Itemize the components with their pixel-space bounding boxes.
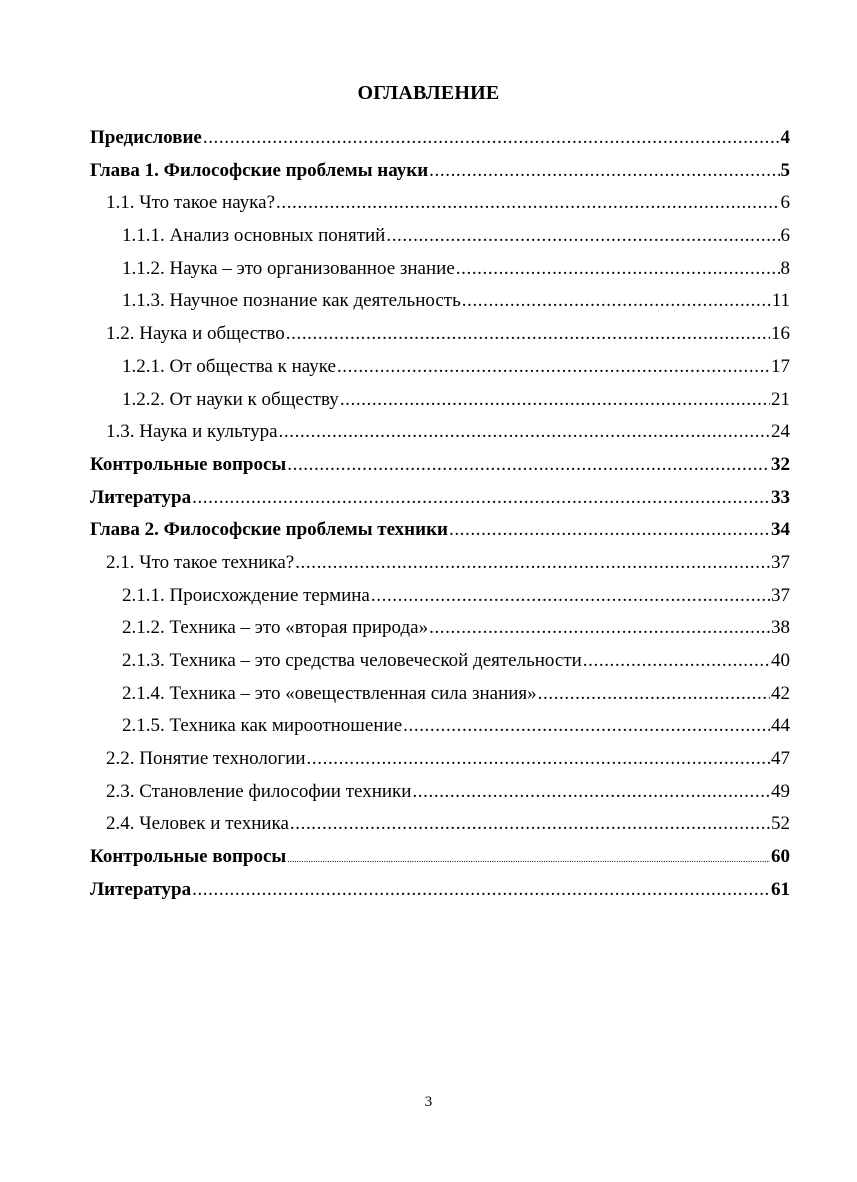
toc-dot-leader — [286, 318, 770, 351]
toc-entry-label: 2.1.5. Техника как мироотношение — [122, 715, 403, 737]
toc-entry-label: 1.2.2. От науки к обществу — [122, 388, 339, 410]
toc-entry-label: 2.1. Что такое техника? — [106, 551, 295, 573]
toc-entry-section-1-2 — [90, 318, 790, 351]
toc-entry-page: 40 — [771, 650, 790, 671]
toc-dot-leader — [429, 612, 770, 645]
toc-entry-section-1-1-1 — [90, 220, 790, 253]
toc-entry-section-2-1 — [90, 547, 790, 580]
toc-entry-page: 52 — [771, 813, 790, 835]
toc-dot-leader — [337, 351, 770, 384]
toc-entry-label: 2.4. Человек и техника — [106, 813, 289, 835]
toc-entry-page: 49 — [771, 780, 790, 802]
toc-entry-label: 2.2. Понятие технологии — [106, 748, 306, 770]
toc-title: ОГЛАВЛЕНИЕ — [357, 82, 500, 104]
toc-dot-leader — [583, 645, 770, 678]
toc-entry-label: 1.1. Что такое наука? — [106, 192, 275, 214]
toc-entry-section-2-1-3 — [90, 645, 790, 678]
toc-entry-section-1-1-3 — [90, 285, 790, 318]
toc-dot-leader — [449, 514, 770, 547]
toc-entry-label: 1.2.1. От общества к науке — [122, 355, 336, 377]
toc-entry-label: 2.3. Становление философии техники — [106, 780, 412, 802]
toc-dot-leader — [203, 122, 780, 155]
toc-entry-label: Литература — [90, 486, 192, 508]
toc-entry-label: Контрольные вопросы — [90, 846, 287, 868]
toc-entry-label: 1.1.3. Научное познание как деятельность — [122, 290, 461, 312]
toc-entry-literature-2 — [90, 874, 790, 907]
toc-entry-section-2-1-5 — [90, 710, 790, 743]
toc-entry-page: 16 — [771, 323, 790, 345]
toc-entry-page: 33 — [771, 486, 790, 508]
toc-entry-page: 60 — [771, 846, 790, 868]
toc-entry-page: 37 — [771, 551, 790, 573]
toc-dot-leader — [279, 416, 770, 449]
toc-entry-label: Глава 1. Философские проблемы науки — [90, 159, 429, 181]
toc-dot-leader — [371, 580, 770, 613]
toc-entry-page: 34 — [771, 519, 790, 541]
toc-entry-label: 1.2. Наука и общество — [106, 323, 285, 345]
toc-entry-section-2-3 — [90, 776, 790, 809]
toc-entry-page: 5 — [780, 159, 790, 181]
toc-entry-page: 6 — [780, 192, 790, 214]
toc-entry-page: 61 — [771, 878, 790, 900]
toc-entry-label: 1.1.1. Анализ основных понятий — [122, 225, 386, 247]
toc-entry-page: 37 — [771, 584, 790, 606]
toc-entry-label: 1.3. Наука и культура — [106, 421, 278, 443]
toc-entry-chapter-2 — [90, 514, 790, 547]
toc-dot-leader — [456, 253, 780, 286]
toc-entry-label: Контрольные вопросы — [90, 453, 287, 475]
toc-dot-leader — [290, 808, 770, 841]
toc-entry-label: 2.1.1. Происхождение термина — [122, 584, 370, 606]
toc-dot-leader — [287, 449, 770, 482]
toc-dot-leader — [462, 285, 771, 318]
toc-entry-page: 17 — [771, 355, 790, 377]
toc-entry-page: 11 — [771, 290, 790, 312]
toc-entry-section-1-2-2 — [90, 384, 790, 417]
toc-entry-page: 24 — [771, 421, 790, 443]
toc-dot-leader — [287, 843, 770, 876]
toc-entry-section-1-3 — [90, 416, 790, 449]
toc-dot-leader — [429, 155, 779, 188]
toc-entry-section-1-1-2 — [90, 253, 790, 286]
toc-dot-leader — [192, 482, 770, 515]
toc-dot-leader — [276, 187, 780, 220]
toc-entry-page: 38 — [771, 617, 790, 639]
toc-entry-label: 1.1.2. Наука – это организованное знание — [122, 257, 455, 279]
toc-entry-section-2-4 — [90, 808, 790, 841]
toc-dot-leader — [192, 874, 770, 907]
toc-entry-preface — [90, 122, 790, 155]
page-number: 3 — [424, 1094, 433, 1110]
toc-entry-chapter-1 — [90, 155, 790, 188]
toc-entry-literature-1 — [90, 482, 790, 515]
toc-dot-leader — [295, 547, 770, 580]
toc-entry-page: 42 — [771, 682, 790, 704]
toc-entry-page: 21 — [771, 388, 790, 410]
toc-dot-leader — [403, 710, 770, 743]
toc-entry-section-1-2-1 — [90, 351, 790, 384]
toc-entry-section-2-1-2 — [90, 612, 790, 645]
toc-entry-page: 32 — [771, 453, 790, 475]
toc-entry-label: 2.1.4. Техника – это «овеществленная сила знания» — [122, 682, 537, 704]
toc-entry-review-questions-2 — [90, 841, 790, 874]
toc-dot-leader — [340, 384, 770, 417]
toc-entry-label: Глава 2. Философские проблемы техники — [90, 519, 448, 541]
toc-entry-section-2-1-4 — [90, 678, 790, 711]
toc-entry-page: 6 — [780, 225, 790, 247]
toc-dot-leader — [307, 743, 770, 776]
toc-entry-page: 4 — [780, 127, 790, 148]
toc-entry-label: 2.1.3. Техника – это средства человеческой деятельности — [122, 650, 582, 671]
toc-entry-label: Литература — [90, 878, 192, 900]
toc-entry-review-questions-1 — [90, 449, 790, 482]
toc-entry-page: 44 — [771, 715, 790, 737]
toc-entry-page: 8 — [780, 257, 790, 279]
toc-entry-section-2-2 — [90, 743, 790, 776]
toc-dot-leader — [412, 776, 770, 809]
toc-entry-section-1-1 — [90, 187, 790, 220]
table-of-contents — [90, 122, 790, 907]
toc-entry-page: 47 — [771, 748, 790, 770]
toc-entry-label: 2.1.2. Техника – это «вторая природа» — [122, 617, 429, 639]
toc-dot-leader — [538, 678, 770, 711]
toc-entry-section-2-1-1 — [90, 580, 790, 613]
toc-entry-label: Предисловие — [90, 127, 202, 148]
toc-dot-leader — [386, 220, 779, 253]
